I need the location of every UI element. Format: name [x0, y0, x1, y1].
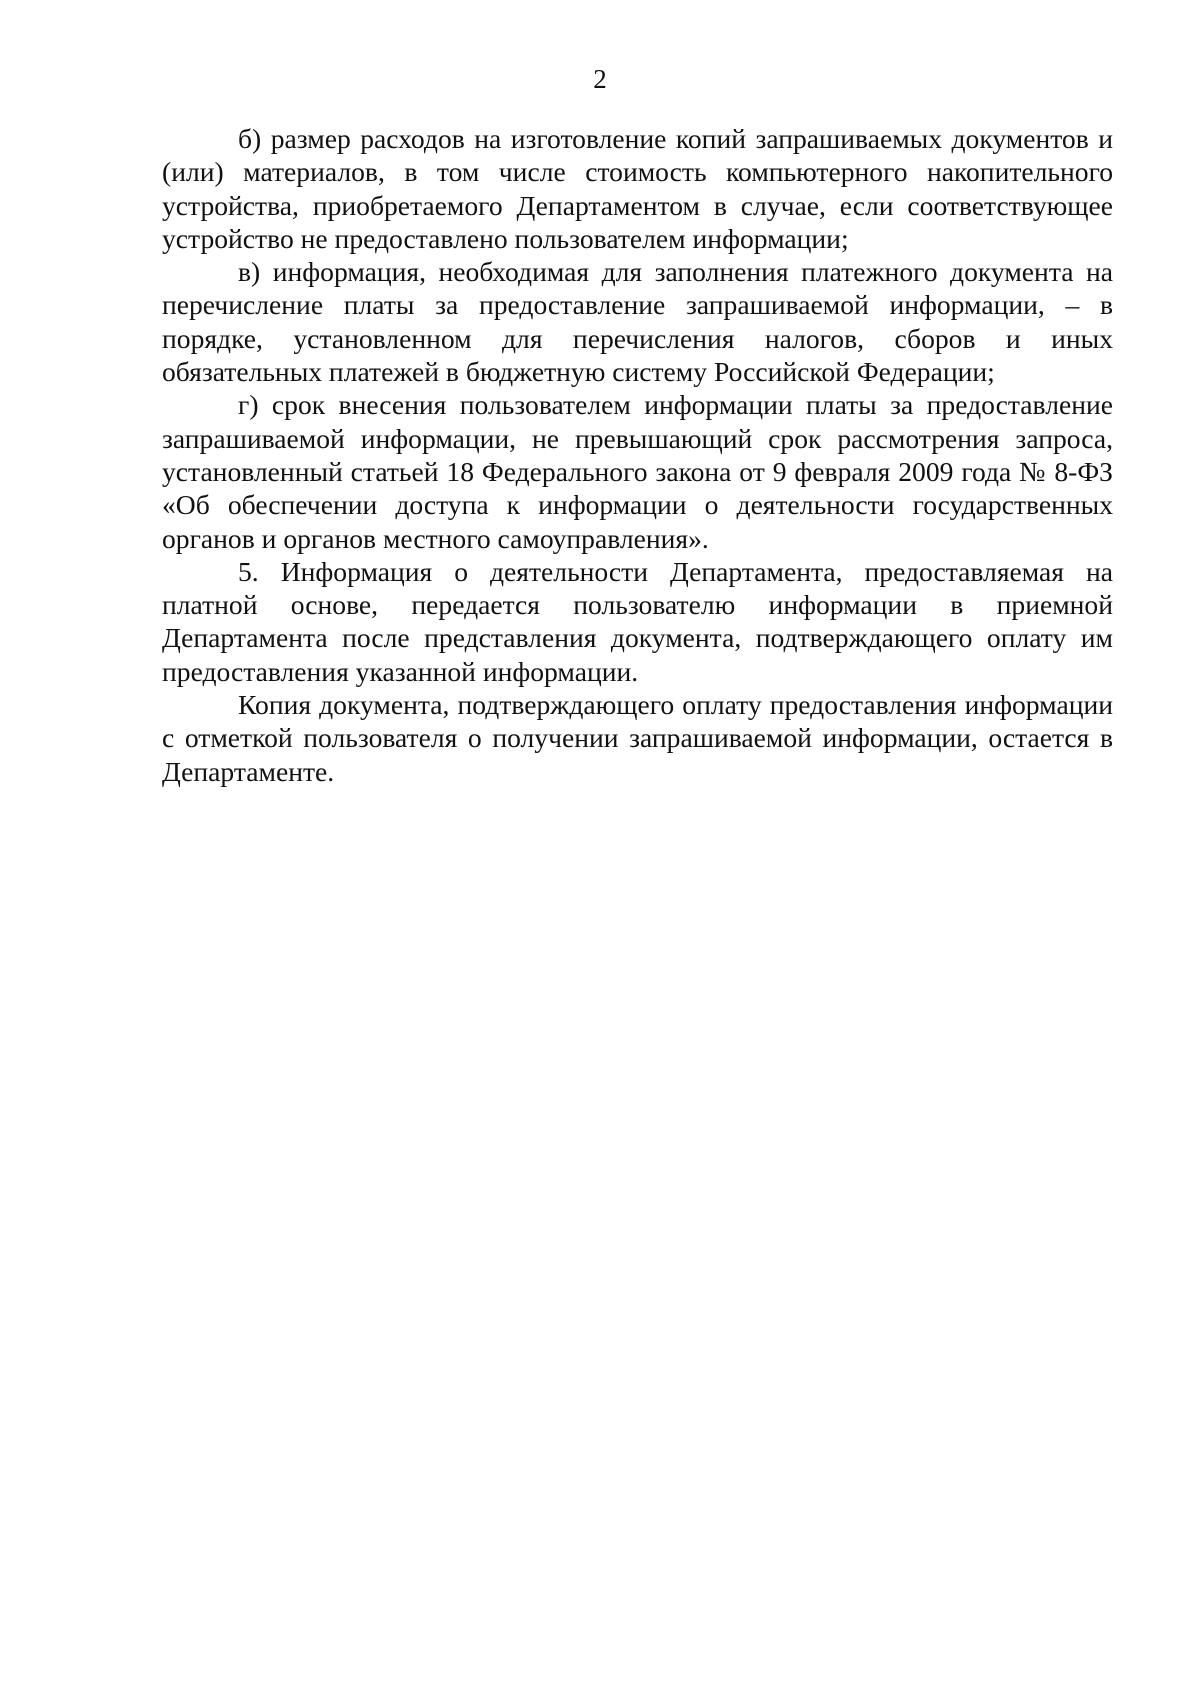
- paragraph-b-copy-costs: б) размер расходов на изготовление копий запрашиваемых документов и (или) материалов, в том числе стоимость компьютерного накопительного устройства, приобретаемого Департаментом в случае, если соответствующее устройство не предоставлено пользователем информации;: [162, 123, 1113, 254]
- paragraph-5-paid-information: 5. Информация о деятельности Департамента, предоставляемая на платной основе, передается пользователю информации в приемной Департамента после представления документа, подтверждающего оплату им предоставления указанной информации.: [162, 555, 1113, 687]
- paragraph-v-payment-info: в) информация, необходимая для заполнения платежного документа на перечисление платы за предоставление запрашиваемой информации, – в порядке, установленном для перечисления налогов, сборов и иных обязательных платежей в бюджетную систему Российской Федерации;: [162, 256, 1113, 388]
- paragraph-g-payment-term: г) срок внесения пользователем информации платы за предоставление запрашиваемой информации, не превышающий срок рассмотрения запроса, установленный статьей 18 Федерального закона от 9 февраля 2009 года № 8-ФЗ «Об обеспечении доступа к информации о деятельности государственных органов и органов местного самоуправления».: [162, 389, 1113, 554]
- paragraph-copy-retained: Копия документа, подтверждающего оплату предоставления информации с отметкой пользователя о получении запрашиваемой информации, остается в Департаменте.: [162, 689, 1113, 787]
- document-body: [162, 122, 1113, 788]
- page-number: 2: [593, 64, 607, 94]
